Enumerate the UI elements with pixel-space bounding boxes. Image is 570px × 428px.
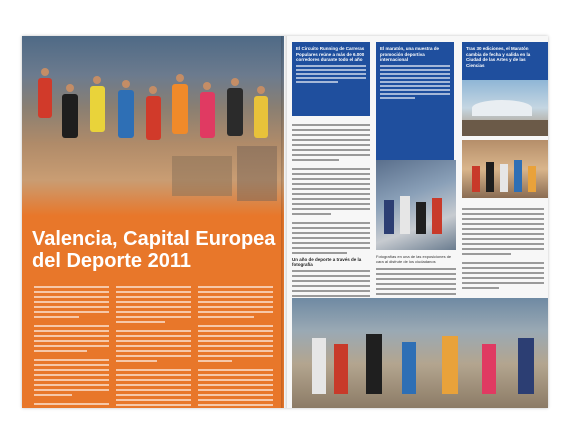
headline-line-1: Valencia, Capital Europea bbox=[32, 228, 276, 250]
sidebar-box-circuito bbox=[292, 42, 370, 116]
city-arts-sciences-photo bbox=[462, 80, 548, 136]
marathon-runners-photo bbox=[22, 36, 284, 216]
body-column-3 bbox=[462, 208, 544, 292]
race-start-photo bbox=[462, 140, 548, 198]
sidebar-box-maraton bbox=[376, 42, 454, 160]
marathon-street-photo bbox=[292, 298, 548, 408]
sidebar-box-fecha bbox=[462, 42, 548, 80]
photo-caption: Fotografías en una de las exposiciones de cara al disfrute de los ciudadanos bbox=[376, 254, 452, 264]
box-title: El Circuito Running de Carreras Populares reúne a más de 6.000 corredores durante todo el año bbox=[296, 46, 365, 62]
page-gutter bbox=[281, 36, 287, 408]
article-headline bbox=[32, 228, 277, 272]
box-title: El maratón, una muestra de promoción deportiva internacional bbox=[380, 46, 440, 62]
headline-line-2: del Deporte 2011 bbox=[32, 250, 191, 272]
box-title: Tras 30 ediciones, el Maratón cambia de fecha y salida en la Ciudad de las Artes y de las Ciencias bbox=[466, 46, 531, 68]
section-subhead: Un año de deporte a través de la fotografía bbox=[292, 257, 362, 267]
magazine-spread bbox=[22, 36, 548, 408]
left-page bbox=[22, 36, 284, 408]
right-page bbox=[284, 36, 548, 408]
marathon-crowd-photo bbox=[376, 160, 456, 250]
